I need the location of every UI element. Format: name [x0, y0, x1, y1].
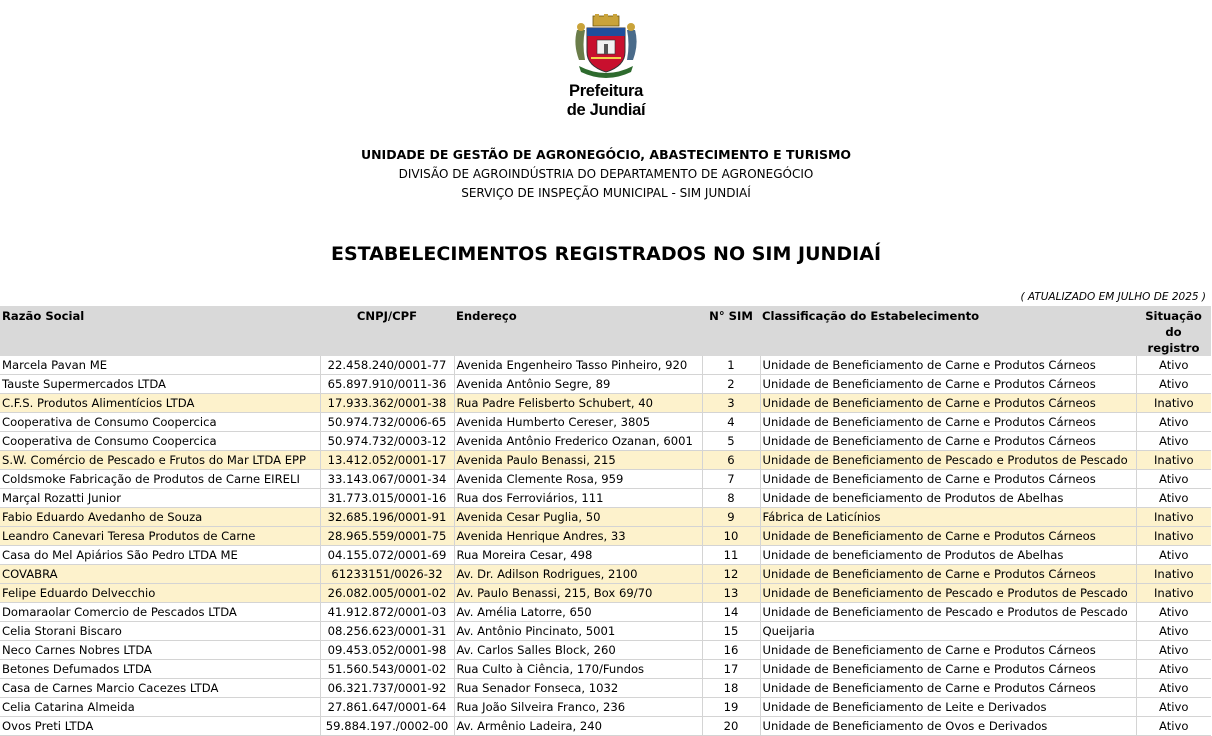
cell-endereco: Rua João Silveira Franco, 236	[454, 698, 702, 717]
table-row	[0, 489, 1211, 508]
cell-cnpj: 26.082.005/0001-02	[320, 584, 454, 603]
table-row	[0, 584, 1211, 603]
table-row	[0, 527, 1211, 546]
cell-sim: 2	[702, 375, 760, 394]
cell-sim: 16	[702, 641, 760, 660]
cell-razao: Fabio Eduardo Avedanho de Souza	[0, 508, 320, 527]
cell-cnpj: 65.897.910/0011-36	[320, 375, 454, 394]
cell-endereco: Av. Antônio Pincinato, 5001	[454, 622, 702, 641]
cell-sim: 3	[702, 394, 760, 413]
cell-situacao: Inativo	[1136, 394, 1211, 413]
cell-razao: Felipe Eduardo Delvecchio	[0, 584, 320, 603]
cell-classificacao: Unidade de Beneficiamento de Carne e Produtos Cárneos	[760, 394, 1136, 413]
cell-endereco: Avenida Cesar Puglia, 50	[454, 508, 702, 527]
cell-cnpj: 13.412.052/0001-17	[320, 451, 454, 470]
table-row	[0, 432, 1211, 451]
cell-sim: 17	[702, 660, 760, 679]
cell-sim: 12	[702, 565, 760, 584]
cell-classificacao: Unidade de Beneficiamento de Carne e Produtos Cárneos	[760, 432, 1136, 451]
table-row	[0, 565, 1211, 584]
cell-situacao: Ativo	[1136, 660, 1211, 679]
cell-classificacao: Unidade de Beneficiamento de Carne e Produtos Cárneos	[760, 565, 1136, 584]
table-row	[0, 413, 1211, 432]
cell-endereco: Av. Carlos Salles Block, 260	[454, 641, 702, 660]
cell-situacao: Ativo	[1136, 698, 1211, 717]
cell-sim: 11	[702, 546, 760, 565]
unit-heading: UNIDADE DE GESTÃO DE AGRONEGÓCIO, ABASTECIMENTO E TURISMO	[360, 147, 852, 162]
cell-situacao: Inativo	[1136, 565, 1211, 584]
cell-endereco: Avenida Antônio Frederico Ozanan, 6001	[454, 432, 702, 451]
cell-situacao: Ativo	[1136, 413, 1211, 432]
cell-cnpj: 28.965.559/0001-75	[320, 527, 454, 546]
cell-endereco: Rua Moreira Cesar, 498	[454, 546, 702, 565]
cell-cnpj: 22.458.240/0001-77	[320, 356, 454, 375]
table-row	[0, 375, 1211, 394]
cell-sim: 5	[702, 432, 760, 451]
cell-situacao: Ativo	[1136, 432, 1211, 451]
cell-situacao: Ativo	[1136, 622, 1211, 641]
cell-razao: Casa de Carnes Marcio Cacezes LTDA	[0, 679, 320, 698]
cell-endereco: Rua Senador Fonseca, 1032	[454, 679, 702, 698]
col-header-situacao: Situação do registro	[1136, 306, 1211, 356]
cell-situacao: Ativo	[1136, 546, 1211, 565]
cell-cnpj: 50.974.732/0006-65	[320, 413, 454, 432]
table-row	[0, 451, 1211, 470]
cell-cnpj: 27.861.647/0001-64	[320, 698, 454, 717]
cell-sim: 14	[702, 603, 760, 622]
cell-razao: Marçal Rozatti Junior	[0, 489, 320, 508]
cell-situacao: Ativo	[1136, 375, 1211, 394]
table-row	[0, 660, 1211, 679]
cell-situacao: Ativo	[1136, 489, 1211, 508]
cell-situacao: Ativo	[1136, 356, 1211, 375]
division-heading: DIVISÃO DE AGROINDÚSTRIA DO DEPARTAMENTO DE AGRONEGÓCIO	[398, 167, 814, 181]
cell-situacao: Inativo	[1136, 584, 1211, 603]
col-header-endereco: Endereço	[454, 306, 702, 356]
cell-razao: Betones Defumados LTDA	[0, 660, 320, 679]
logo	[556, 14, 656, 120]
cell-sim: 8	[702, 489, 760, 508]
cell-endereco: Rua Culto à Ciência, 170/Fundos	[454, 660, 702, 679]
cell-endereco: Avenida Henrique Andres, 33	[454, 527, 702, 546]
cell-endereco: Avenida Antônio Segre, 89	[454, 375, 702, 394]
cell-sim: 7	[702, 470, 760, 489]
table-row	[0, 603, 1211, 622]
cell-razao: Leandro Canevari Teresa Produtos de Carne	[0, 527, 320, 546]
cell-razao: COVABRA	[0, 565, 320, 584]
col-header-cnpj: CNPJ/CPF	[320, 306, 454, 356]
table-row	[0, 698, 1211, 717]
table-row	[0, 470, 1211, 489]
cell-cnpj: 31.773.015/0001-16	[320, 489, 454, 508]
cell-razao: Domaraolar Comercio de Pescados LTDA	[0, 603, 320, 622]
cell-sim: 19	[702, 698, 760, 717]
table-row	[0, 356, 1211, 375]
table-row	[0, 394, 1211, 413]
cell-classificacao: Unidade de Beneficiamento de Carne e Produtos Cárneos	[760, 679, 1136, 698]
cell-classificacao: Unidade de Beneficiamento de Ovos e Derivados	[760, 717, 1136, 736]
cell-cnpj: 33.143.067/0001-34	[320, 470, 454, 489]
cell-sim: 9	[702, 508, 760, 527]
service-heading: SERVIÇO DE INSPEÇÃO MUNICIPAL - SIM JUNDIAÍ	[461, 186, 751, 200]
cell-sim: 20	[702, 717, 760, 736]
col-header-sim: N° SIM	[702, 306, 760, 356]
cell-razao: Neco Carnes Nobres LTDA	[0, 641, 320, 660]
cell-razao: Cooperativa de Consumo Coopercica	[0, 432, 320, 451]
table-row	[0, 717, 1211, 736]
col-header-razao: Razão Social	[0, 306, 320, 356]
cell-classificacao: Unidade de Beneficiamento de Pescado e Produtos de Pescado	[760, 451, 1136, 470]
cell-sim: 18	[702, 679, 760, 698]
cell-classificacao: Unidade de Beneficiamento de Carne e Produtos Cárneos	[760, 527, 1136, 546]
cell-endereco: Avenida Engenheiro Tasso Pinheiro, 920	[454, 356, 702, 375]
cell-situacao: Ativo	[1136, 603, 1211, 622]
cell-cnpj: 04.155.072/0001-69	[320, 546, 454, 565]
page-title: ESTABELECIMENTOS REGISTRADOS NO SIM JUNDIAÍ	[330, 243, 882, 265]
logo-line-1: Prefeitura	[568, 82, 644, 100]
cell-cnpj: 59.884.197./0002-00	[320, 717, 454, 736]
cell-classificacao: Unidade de Beneficiamento de Carne e Produtos Cárneos	[760, 413, 1136, 432]
cell-cnpj: 09.453.052/0001-98	[320, 641, 454, 660]
table-row	[0, 546, 1211, 565]
cell-razao: S.W. Comércio de Pescado e Frutos do Mar LTDA EPP	[0, 451, 320, 470]
cell-classificacao: Unidade de Beneficiamento de Leite e Derivados	[760, 698, 1136, 717]
cell-classificacao: Unidade de Beneficiamento de Pescado e Produtos de Pescado	[760, 603, 1136, 622]
cell-situacao: Ativo	[1136, 679, 1211, 698]
col-header-classificacao: Classificação do Estabelecimento	[760, 306, 1136, 356]
cell-situacao: Ativo	[1136, 717, 1211, 736]
table-row	[0, 679, 1211, 698]
cell-cnpj: 08.256.623/0001-31	[320, 622, 454, 641]
cell-classificacao: Queijaria	[760, 622, 1136, 641]
cell-classificacao: Unidade de Beneficiamento de Carne e Produtos Cárneos	[760, 641, 1136, 660]
cell-classificacao: Unidade de beneficiamento de Produtos de Abelhas	[760, 546, 1136, 565]
cell-sim: 10	[702, 527, 760, 546]
cell-situacao: Inativo	[1136, 451, 1211, 470]
cell-sim: 4	[702, 413, 760, 432]
cell-cnpj: 50.974.732/0003-12	[320, 432, 454, 451]
cell-cnpj: 32.685.196/0001-91	[320, 508, 454, 527]
table-header-row	[0, 306, 1211, 356]
cell-sim: 15	[702, 622, 760, 641]
cell-classificacao: Unidade de Beneficiamento de Carne e Produtos Cárneos	[760, 660, 1136, 679]
table-row	[0, 641, 1211, 660]
establishments-table	[0, 306, 1211, 736]
cell-classificacao: Unidade de beneficiamento de Produtos de Abelhas	[760, 489, 1136, 508]
cell-situacao: Inativo	[1136, 508, 1211, 527]
cell-classificacao: Unidade de Beneficiamento de Carne e Produtos Cárneos	[760, 375, 1136, 394]
cell-razao: C.F.S. Produtos Alimentícios LTDA	[0, 394, 320, 413]
cell-razao: Marcela Pavan ME	[0, 356, 320, 375]
cell-razao: Tauste Supermercados LTDA	[0, 375, 320, 394]
cell-endereco: Avenida Clemente Rosa, 959	[454, 470, 702, 489]
cell-situacao: Ativo	[1136, 470, 1211, 489]
cell-cnpj: 61233151/0026-32	[320, 565, 454, 584]
cell-cnpj: 41.912.872/0001-03	[320, 603, 454, 622]
cell-sim: 13	[702, 584, 760, 603]
cell-endereco: Avenida Paulo Benassi, 215	[454, 451, 702, 470]
cell-razao: Casa do Mel Apiários São Pedro LTDA ME	[0, 546, 320, 565]
cell-cnpj: 51.560.543/0001-02	[320, 660, 454, 679]
cell-endereco: Av. Amélia Latorre, 650	[454, 603, 702, 622]
cell-classificacao: Unidade de Beneficiamento de Carne e Produtos Cárneos	[760, 356, 1136, 375]
table-body	[0, 356, 1211, 736]
cell-cnpj: 06.321.737/0001-92	[320, 679, 454, 698]
cell-endereco: Rua Padre Felisberto Schubert, 40	[454, 394, 702, 413]
cell-razao: Celia Catarina Almeida	[0, 698, 320, 717]
cell-endereco: Av. Paulo Benassi, 215, Box 69/70	[454, 584, 702, 603]
cell-cnpj: 17.933.362/0001-38	[320, 394, 454, 413]
cell-classificacao: Unidade de Beneficiamento de Pescado e Produtos de Pescado	[760, 584, 1136, 603]
coat-of-arms-icon	[571, 14, 641, 80]
cell-razao: Ovos Preti LTDA	[0, 717, 320, 736]
cell-endereco: Av. Armênio Ladeira, 240	[454, 717, 702, 736]
cell-razao: Coldsmoke Fabricação de Produtos de Carne EIRELI	[0, 470, 320, 489]
cell-classificacao: Fábrica de Laticínios	[760, 508, 1136, 527]
cell-endereco: Rua dos Ferroviários, 111	[454, 489, 702, 508]
cell-sim: 6	[702, 451, 760, 470]
cell-sim: 1	[702, 356, 760, 375]
updated-note: ( ATUALIZADO EM JULHO DE 2025 )	[1020, 291, 1206, 303]
cell-razao: Cooperativa de Consumo Coopercica	[0, 413, 320, 432]
cell-classificacao: Unidade de Beneficiamento de Carne e Produtos Cárneos	[760, 470, 1136, 489]
logo-line-2: de Jundiaí	[566, 101, 646, 119]
cell-situacao: Ativo	[1136, 641, 1211, 660]
cell-endereco: Avenida Humberto Cereser, 3805	[454, 413, 702, 432]
table-row	[0, 508, 1211, 527]
cell-situacao: Inativo	[1136, 527, 1211, 546]
cell-endereco: Av. Dr. Adilson Rodrigues, 2100	[454, 565, 702, 584]
table-row	[0, 622, 1211, 641]
cell-razao: Celia Storani Biscaro	[0, 622, 320, 641]
